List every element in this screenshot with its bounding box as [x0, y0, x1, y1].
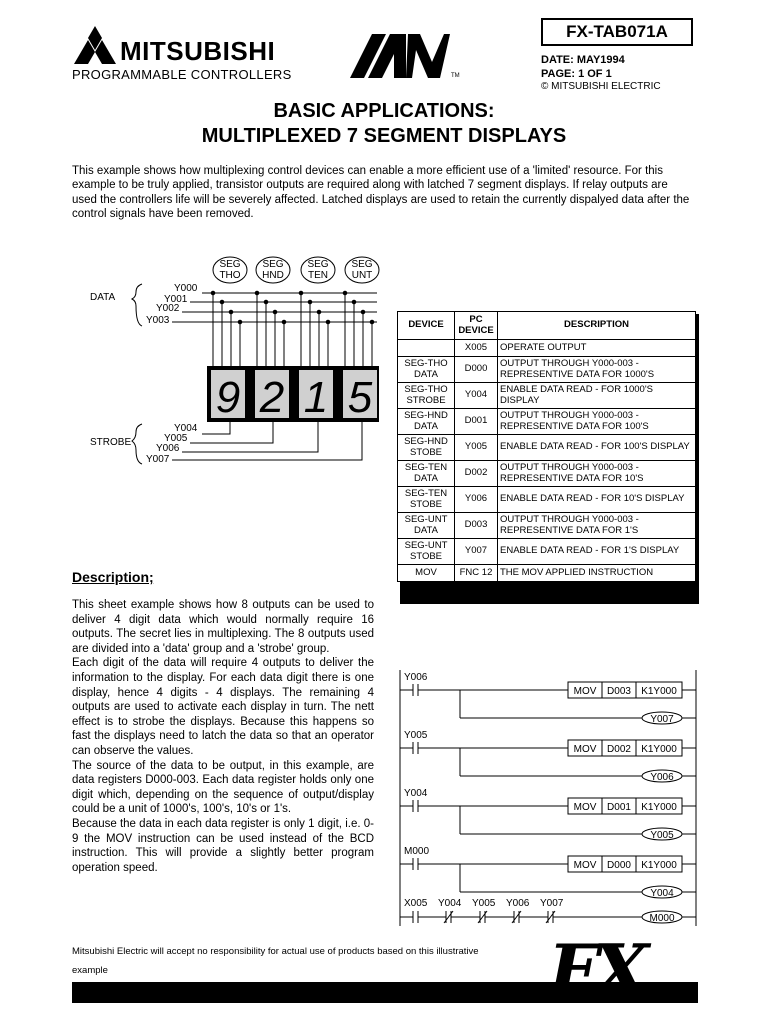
ladder-instruction: MOV [573, 860, 597, 871]
bus-junction-dot [308, 300, 312, 304]
mitsubishi-logo-icon [72, 26, 118, 66]
table-row: X005 OPERATE OUTPUT [398, 340, 696, 357]
table-row: SEG-TEN STOBE Y006 ENABLE DATA READ - FOR 10'S DISPLAY [398, 487, 696, 513]
ladder-diagram [398, 664, 698, 934]
description-heading: Description; [72, 569, 154, 585]
bus-junction-dot [343, 291, 347, 295]
seven-segment-displays [207, 366, 379, 422]
ladder-destination: K1Y000 [641, 744, 677, 755]
page-title-line1: BASIC APPLICATIONS: [273, 100, 495, 122]
segment-label: SEG [351, 259, 373, 270]
bus-junction-dot [317, 310, 321, 314]
doc-date: DATE: MAY1994 [541, 54, 625, 66]
footer-disclaimer: Mitsubishi Electric will accept no responsibility for actual use of products based on this illustrative example [72, 946, 479, 976]
table-row: SEG-HND DATA D001 OUTPUT THROUGH Y000-003 - REPRESENTIVE DATA FOR 100'S [398, 409, 696, 435]
data-output-label: Y003 [146, 315, 170, 326]
table-row: SEG-HND STOBE Y005 ENABLE DATA READ - FOR 100'S DISPLAY [398, 435, 696, 461]
segment-label: SEG [262, 259, 284, 270]
ladder-instruction: MOV [573, 686, 597, 697]
ladder-destination: K1Y000 [641, 860, 677, 871]
data-output-label: Y000 [174, 283, 198, 294]
bus-junction-dot [299, 291, 303, 295]
ladder-contact-label: Y004 [404, 788, 428, 799]
ladder-source: D003 [607, 686, 631, 697]
data-group-label: DATA [90, 292, 116, 303]
am-logo-icon [350, 32, 450, 80]
intro-paragraph: This example shows how multiplexing control devices can enable a more efficient use of a 'limited' resource. For this example to be truly applied, transistor outputs are required along with latched 7 segment displays. If relay outputs are used the controllers life will be severely affected. Latched displays are used to retain the currently dispalyed data after the control signals have been removed. [72, 165, 690, 220]
table-row: SEG-THO DATA D000 OUTPUT THROUGH Y000-003 - REPRESENTIVE DATA FOR 1000'S [398, 357, 696, 383]
bus-junction-dot [238, 320, 242, 324]
description-body: This sheet example shows how 8 outputs can be used to deliver 4 digit data which would normally require 16 outputs. The secret lies in multiplexing. The 8 outputs used are divided into a 'data' group and a 'strobe' group. Each digit of the data will require 4 outputs to deliver the information to the display. For each data digit there is one display, hence 4 digits - 4 displays. The remaining 4 outputs are used to activate each display in turn. The nett effect is to strobe the displays. Because this happens so fast the displays need to latch the data so that an operator can observe the values. The source of the data to be output, in this example, are data registers D000-003. Each data register holds only one digit which, depending on the sequence of output/display could be a unit of 1000's, 100's, 10's or 1's. Because the data in each data register is only 1 digit, i.e. 0-9 the MOV instruction can be used instead of the BCD instruction. This will provide a slightly better program operation speed. [72, 599, 374, 874]
table-header: DEVICE [398, 312, 455, 340]
ladder-contact-label: Y004 [438, 898, 462, 909]
bus-junction-dot [370, 320, 374, 324]
table-header: PC DEVICE [455, 312, 498, 340]
segment-label: UNT [351, 270, 373, 281]
ladder-instruction: MOV [573, 802, 597, 813]
bus-junction-dot [326, 320, 330, 324]
ladder-last-rung [400, 898, 696, 924]
ladder-coil-label: Y007 [650, 714, 674, 725]
ladder-destination: K1Y000 [641, 686, 677, 697]
ladder-rung [400, 672, 696, 725]
wiring-diagram [80, 252, 390, 472]
brand-subtitle: PROGRAMMABLE CONTROLLERS [72, 67, 292, 82]
ladder-contact-label: Y005 [472, 898, 496, 909]
table-row: SEG-THO STROBE Y004 ENABLE DATA READ - FOR 1000'S DISPLAY [398, 383, 696, 409]
strobe-output-label: Y006 [156, 443, 180, 454]
ladder-coil-label: M000 [649, 913, 675, 924]
strobe-output-label: Y007 [146, 454, 170, 465]
display-digit: 2 [259, 373, 285, 422]
ladder-coil-label: Y004 [650, 888, 674, 899]
display-digit: 5 [347, 373, 373, 422]
bus-junction-dot [229, 310, 233, 314]
bus-junction-dot [273, 310, 277, 314]
bus-junction-dot [211, 291, 215, 295]
ladder-source: D001 [607, 802, 631, 813]
display-digit: 1 [303, 373, 329, 422]
table-header: DESCRIPTION [498, 312, 696, 340]
ladder-contact-label: X005 [404, 898, 428, 909]
bus-junction-dot [255, 291, 259, 295]
display-digit: 9 [215, 373, 241, 422]
ladder-source: D002 [607, 744, 631, 755]
table-row: MOV FNC 12 THE MOV APPLIED INSTRUCTION [398, 565, 696, 582]
ladder-destination: K1Y000 [641, 802, 677, 813]
ladder-coil-label: Y006 [650, 772, 674, 783]
doc-copyright: © MITSUBISHI ELECTRIC [541, 81, 661, 92]
doc-page: PAGE: 1 OF 1 [541, 68, 612, 80]
ladder-contact-label: M000 [404, 846, 430, 857]
strobe-output-label: Y005 [164, 433, 188, 444]
data-output-label: Y001 [164, 294, 188, 305]
ladder-rung [400, 846, 696, 899]
device-table [397, 311, 696, 582]
strobe-output-label: Y004 [174, 423, 198, 434]
ladder-instruction: MOV [573, 744, 597, 755]
ladder-contact-label: Y006 [404, 672, 428, 683]
bus-junction-dot [264, 300, 268, 304]
ladder-rung [400, 730, 696, 783]
segment-label: THO [219, 270, 241, 281]
ladder-source: D000 [607, 860, 631, 871]
segment-label: SEG [219, 259, 241, 270]
ladder-coil-label: Y005 [650, 830, 674, 841]
segment-labels [213, 257, 379, 283]
ladder-contact-label: Y007 [540, 898, 564, 909]
table-row: SEG-UNT DATA D003 OUTPUT THROUGH Y000-003 - REPRESENTIVE DATA FOR 1'S [398, 513, 696, 539]
ladder-contact-label: Y006 [506, 898, 530, 909]
brand-name: MITSUBISHI [120, 36, 276, 66]
segment-label: HND [262, 270, 284, 281]
page-title-line2: MULTIPLEXED 7 SEGMENT DISPLAYS [201, 125, 567, 147]
document-id: FX-TAB071A [541, 18, 693, 46]
segment-label: SEG [307, 259, 329, 270]
table-row: SEG-TEN DATA D002 OUTPUT THROUGH Y000-003 - REPRESENTIVE DATA FOR 10'S [398, 461, 696, 487]
strobe-group-label: STROBE [90, 437, 132, 448]
bus-junction-dot [352, 300, 356, 304]
fx-logo: FX [548, 928, 643, 1013]
ladder-contact-label: Y005 [404, 730, 428, 741]
ladder-rung [400, 788, 696, 841]
bus-junction-dot [361, 310, 365, 314]
data-output-label: Y002 [156, 303, 180, 314]
bus-junction-dot [220, 300, 224, 304]
trademark-mark: TM [451, 73, 460, 79]
bus-junction-dot [282, 320, 286, 324]
table-row: SEG-UNT STOBE Y007 ENABLE DATA READ - FOR 1'S DISPLAY [398, 539, 696, 565]
segment-label: TEN [308, 270, 328, 281]
